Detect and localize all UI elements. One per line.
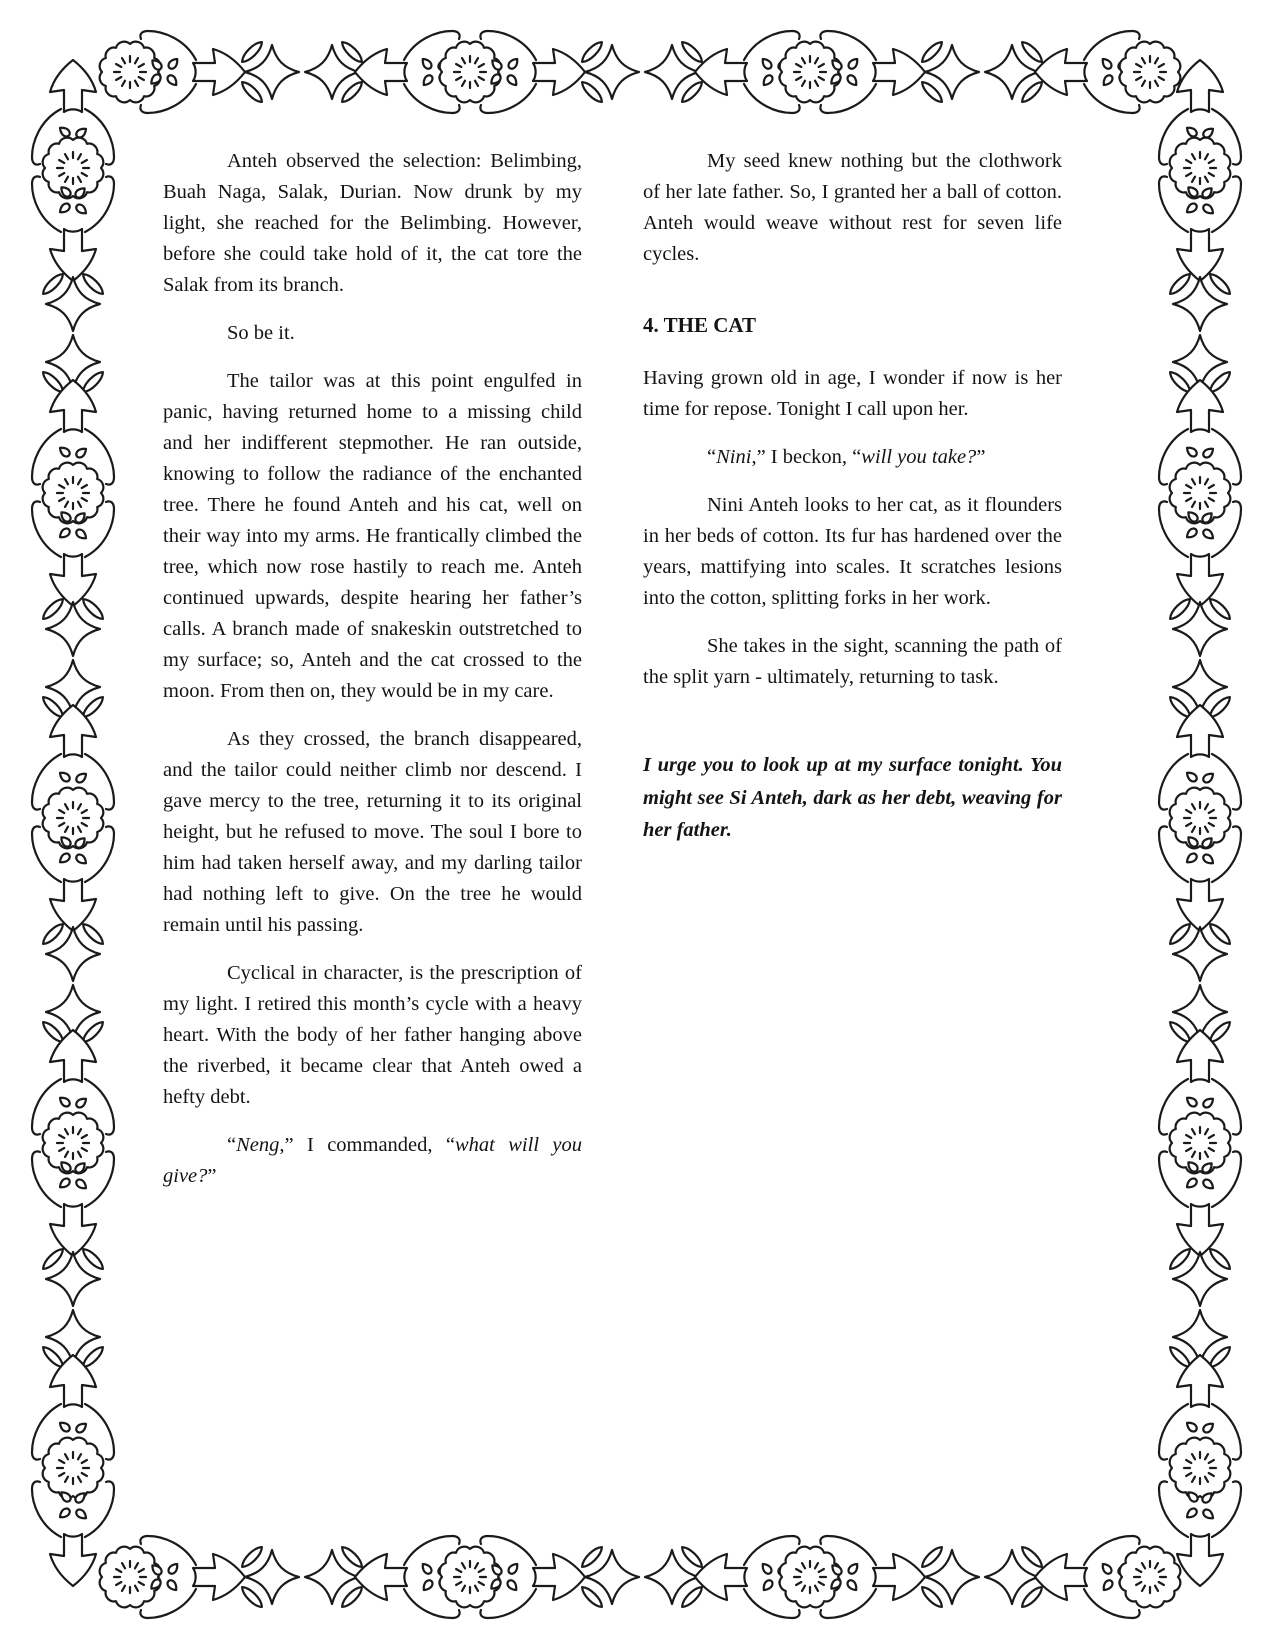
flower-icon (43, 1113, 104, 1174)
star-icon (40, 271, 106, 331)
text-run: “ (707, 446, 717, 468)
paragraph (163, 958, 582, 1113)
flower-icon (1170, 1438, 1231, 1499)
star-icon (40, 596, 106, 656)
text-run: ” (976, 446, 986, 468)
italic-run: what will you give? (163, 1134, 582, 1187)
star-icon (1167, 596, 1233, 656)
flower-icon (43, 1438, 104, 1499)
star-icon (1167, 1246, 1233, 1306)
paragraph (643, 363, 1062, 425)
text-run: “ (227, 1134, 237, 1156)
flower-icon (1170, 138, 1231, 199)
flower-icon (780, 1547, 841, 1608)
flower-icon (440, 1547, 501, 1608)
text-run: The tailor was at this point engulfed in panic, having returned home to a missing child and her indifferent stepmother. He ran outside, knowing to follow the radiance of the enchanted tree. There he found Anteh and his cat, well on their way into my arms. He frantically climbed the tree, which now rose hastily to reach me. Anteh continued upwards, despite hearing her father’s calls. A branch made of snakeskin outstretched to my surface; so, Anteh and the cat crossed to the moon. From then on, they would be in my care. (163, 370, 582, 702)
border-top (100, 31, 1181, 113)
text-run: ,” I commanded, “ (279, 1134, 455, 1156)
right-column (643, 146, 1062, 1209)
paragraph (643, 631, 1062, 693)
paragraph (163, 318, 582, 349)
text-run: Anteh observed the selection: Belimbing, Buah Naga, Salak, Durian. Now drunk by my light, she reached for the Belimbing. However, before she could take hold of it, the cat tore the Salak from its branch. (163, 150, 582, 296)
text-run: ,” I beckon, “ (751, 446, 862, 468)
star-icon (239, 39, 299, 105)
border-bottom (100, 1536, 1181, 1618)
text-run: I urge you to look up at my surface tonight. You might see Si Anteh, dark as her debt, weaving for her father. (643, 754, 1062, 841)
border-right (1159, 60, 1241, 1586)
text-run: My seed knew nothing but the clothwork of her late father. So, I granted her a ball of cotton. Anteh would weave without rest for seven life cycles. (643, 150, 1062, 265)
flower-icon (1170, 788, 1231, 849)
paragraph (643, 749, 1062, 847)
star-icon (40, 1246, 106, 1306)
border-left (32, 60, 114, 1586)
flower-icon (780, 42, 841, 103)
paragraph (643, 146, 1062, 270)
flower-icon (43, 463, 104, 524)
text-run: As they crossed, the branch disappeared, and the tailor could neither climb nor descend. I gave mercy to the tree, returning it to its original height, but he refused to move. The soul I bore to him had taken herself away, and my darling tailor had nothing left to give. On the tree he would remain until his passing. (163, 728, 582, 936)
italic-run: will you take? (861, 446, 977, 468)
section-heading (643, 310, 1062, 341)
paragraph (643, 490, 1062, 614)
flower-icon (100, 42, 161, 103)
paragraph (163, 1130, 582, 1192)
star-icon (1167, 921, 1233, 981)
text-run: 4. THE CAT (643, 313, 756, 337)
text-run: She takes in the sight, scanning the path of the split yarn - ultimately, returning to task. (643, 635, 1062, 688)
star-icon (1167, 271, 1233, 331)
text-run: Having grown old in age, I wonder if now is her time for repose. Tonight I call upon her. (643, 367, 1062, 420)
text-run: Cyclical in character, is the prescription of my light. I retired this month’s cycle with a heavy heart. With the body of her father hanging above the riverbed, it became clear that Anteh owed a hefty debt. (163, 962, 582, 1108)
star-icon (239, 1544, 299, 1610)
flower-icon (1170, 1113, 1231, 1174)
paragraph (163, 724, 582, 941)
text-run: Nini Anteh looks to her cat, as it flounders in her beds of cotton. Its fur has hardened over the years, mattifying into scales. It scratches lesions into the cotton, splitting forks in her work. (643, 494, 1062, 609)
left-column (163, 146, 582, 1209)
paragraph (643, 442, 1062, 473)
text-run: ” (207, 1165, 217, 1187)
star-icon (919, 39, 979, 105)
star-icon (579, 39, 639, 105)
story-text-area (163, 146, 1062, 1209)
flower-icon (1120, 1547, 1181, 1608)
flower-icon (100, 1547, 161, 1608)
flower-icon (43, 788, 104, 849)
flower-icon (1120, 42, 1181, 103)
paragraph (163, 146, 582, 301)
flower-icon (43, 138, 104, 199)
flower-icon (440, 42, 501, 103)
paragraph (163, 366, 582, 707)
italic-run: Nini (716, 446, 752, 468)
italic-run: Neng (236, 1134, 280, 1156)
star-icon (919, 1544, 979, 1610)
star-icon (40, 921, 106, 981)
text-run: So be it. (227, 322, 295, 344)
flower-icon (1170, 463, 1231, 524)
star-icon (579, 1544, 639, 1610)
